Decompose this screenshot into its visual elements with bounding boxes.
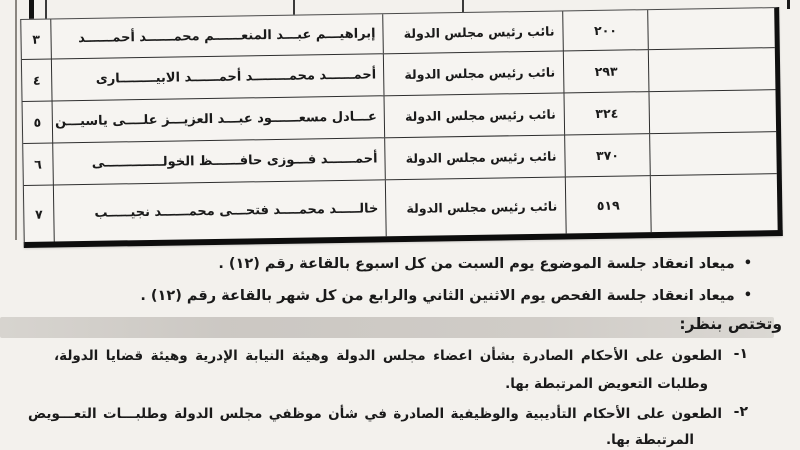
jurisdiction-item-1-line-2: وطلبات التعويض المرتبطة بها. (505, 376, 708, 392)
title-cell: نائب رئيس مجلس الدولة (383, 11, 564, 53)
session-note-text: ميعاد انعقاد جلسة الموضوع يوم السبت من كل اسبوع بالقاعة رقم (١٢) . (218, 256, 735, 272)
case-count-cell: ٣٧٠ (565, 134, 651, 176)
name-cell: عـــادل مسعــــــود عبـــد العزيـــز علــــى ياسيـــن (53, 96, 386, 142)
name-cell: أحمــــــد فـــوزى حافــــــظ الخولـــــــــــــى (53, 138, 386, 184)
row-number-cell: ٣ (21, 19, 52, 58)
session-note-review (140, 288, 752, 304)
title-cell: نائب رئيس مجلس الدولة (385, 93, 566, 137)
table-remnant-line (45, 0, 47, 20)
table-remnant-right-line (787, 0, 790, 9)
empty-cell (648, 8, 775, 49)
list-marker-1: ١- (733, 346, 748, 362)
jurisdiction-heading: وتختص بنظر: (679, 315, 782, 333)
name-cell: أحمــــــد محمــــــــد أحمــــــد الابيــــــــارى (52, 54, 385, 100)
empty-cell (651, 174, 778, 232)
case-count-cell: ٣٢٤ (564, 92, 650, 134)
jurisdiction-item-2-line-1: الطعون على الأحكام التأديبية والوظيفية الصادرة في شأن موظفي مجلس الدولة وطلبـــات التعـــويض (28, 406, 722, 422)
bullet-icon: • (743, 288, 752, 303)
empty-cell (649, 90, 776, 133)
empty-cell (650, 132, 777, 175)
case-count-cell: ٥١٩ (566, 176, 652, 233)
judges-table (20, 7, 783, 248)
scan-shading-band (0, 317, 774, 338)
session-note-text: ميعاد انعقاد جلسة الفحص يوم الاثنين الثاني والرابع من كل شهر بالقاعة رقم (١٢) . (140, 288, 735, 304)
title-cell: نائب رئيس مجلس الدولة (385, 135, 566, 179)
list-marker-2: ٢- (733, 404, 748, 420)
title-cell: نائب رئيس مجلس الدولة (386, 177, 567, 236)
table-outer-left-line (15, 0, 17, 240)
row-number-cell: ٧ (24, 185, 55, 241)
row-number-cell: ٥ (23, 101, 54, 142)
table-remnant-line (293, 0, 295, 15)
bullet-icon: • (743, 256, 752, 271)
jurisdiction-item-2-line-2: المرتبطة بها. (606, 432, 694, 448)
empty-cell (649, 48, 776, 91)
row-number-cell: ٤ (22, 59, 53, 100)
session-note-subject (218, 256, 752, 272)
jurisdiction-item-1-line-1: الطعون على الأحكام الصادرة بشأن اعضاء مجلس الدولة وهيئة النيابة الإدرية وهيئة قضايا الدولة، (54, 348, 722, 364)
table-row (24, 174, 778, 242)
title-cell: نائب رئيس مجلس الدولة (384, 51, 565, 95)
row-number-cell: ٦ (23, 143, 54, 184)
name-cell: خالـــــد محمــــد فتحـــى محمــــــد نجيـــــب (54, 180, 387, 241)
case-count-cell: ٢٠٠ (563, 10, 649, 50)
case-count-cell: ٢٩٣ (564, 50, 650, 92)
name-cell: إبراهيـــم عبـــد المنعــــــم محمــــــد أحمــــــد (51, 14, 384, 58)
